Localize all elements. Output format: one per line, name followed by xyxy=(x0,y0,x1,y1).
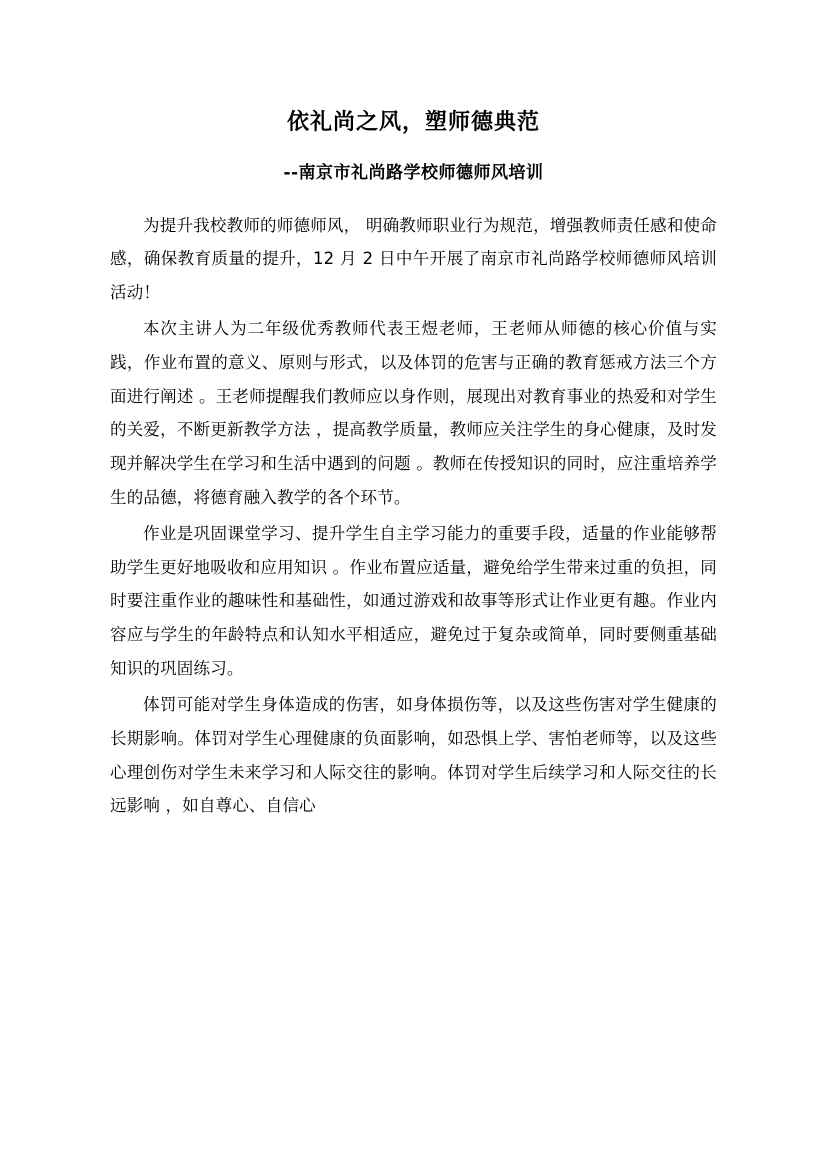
document-body xyxy=(110,209,717,824)
paragraph: 作业是巩固课堂学习、提升学生自主学习能力的重要手段，适量的作业能够帮助学生更好地吸收和应用知识 。作业布置应适量，避免给学生带来过重的负担，同时要注重作业的趣味性和基础性，如通过游戏和故事等形式让作业更有趣。作业内容应与学生的年龄特点和认知水平相适应，避免过于复杂或简单，同时要侧重基础知识的巩固练习。 xyxy=(110,523,717,679)
paragraph: 体罚可能对学生身体造成的伤害，如身体损伤等，以及这些伤害对学生健康的长期影响。体罚对学生心理健康的负面影响，如恐惧上学、害怕老师等，以及这些心理创伤对学生未来学习和人际交往的影响。体罚对学生后续学习和人际交往的长远影响 ，如自尊心、自信心 xyxy=(110,694,717,816)
paragraph: 本次主讲人为二年级优秀教师代表王煜老师，王老师从师德的核心价值与实践，作业布置的意义、原则与形式，以及体罚的危害与正确的教育惩戒方法三个方面进行阐述 。王老师提醒我们教师应以身作则，展现出对教育事业的热爱和对学生的关爱，不断更新教学方法 ，提高教学质量，教师应关注学生的身心健康，及时发现并解决学生在学习和生活中遇到的问题 。教师在传授知识的同时，应注重培养学生的品德，将德育融入教学的各个环节。 xyxy=(110,318,717,507)
page-title: 依礼尚之风，塑师德典范 xyxy=(286,110,540,135)
page-subtitle: --南京市礼尚路学校师德师风培训 xyxy=(283,163,544,183)
paragraph: 为提升我校教师的师德师风， 明确教师职业行为规范，增强教师责任感和使命感，确保教育质量的提升，12 月 2 日中午开展了南京市礼尚路学校师德师风培训活动！ xyxy=(110,215,717,303)
